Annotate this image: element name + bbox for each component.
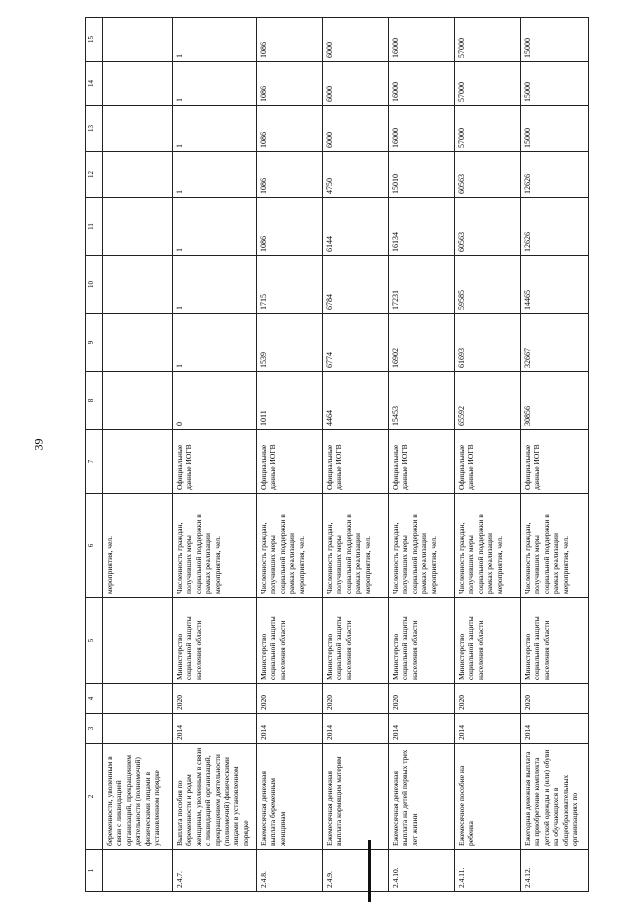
cell-col-5: Министерство социальной защиты населения области — [455, 598, 521, 684]
header-cell: 8 — [86, 372, 103, 430]
table-row — [257, 18, 323, 892]
header-cell: 5 — [86, 598, 103, 684]
cell-col-3: 2014 — [455, 714, 521, 744]
cell-col-9: 6774 — [323, 314, 389, 372]
cell-col-8: 0 — [173, 372, 257, 430]
cell-col-11: 6144 — [323, 198, 389, 256]
cell-col-11: 60563 — [455, 198, 521, 256]
cell-col-8: 4464 — [323, 372, 389, 430]
cell-col-10: 59585 — [455, 256, 521, 314]
cell-col-10: 1 — [173, 256, 257, 314]
indicators-table — [85, 17, 589, 892]
cell-col-4: 2020 — [455, 684, 521, 714]
cell-col-14: 15000 — [521, 62, 589, 106]
header-cell: 1 — [86, 850, 103, 892]
cell-col-11: 12626 — [521, 198, 589, 256]
table-row — [323, 18, 389, 892]
cell-col-6: Численность граждан, получивших меры социальной поддержки в рамках реализации мероприятия, чел. — [173, 494, 257, 598]
cell-col-5: Министерство социальной защиты населения области — [389, 598, 455, 684]
cell-col-9: 16902 — [389, 314, 455, 372]
cell-col-2: беременности, уволенным в связи с ликвидацией организаций, прекращением деятельности (полномочий) физическими лицами в установленном порядке — [103, 744, 173, 850]
cell-col-8: 65592 — [455, 372, 521, 430]
cell-col-12: 4750 — [323, 152, 389, 198]
cell-col-13: 1086 — [257, 106, 323, 152]
cell-col-10: 14465 — [521, 256, 589, 314]
header-cell: 4 — [86, 684, 103, 714]
cell-col-5: Министерство социальной защиты населения области — [323, 598, 389, 684]
cell-col-14: 57000 — [455, 62, 521, 106]
cell-col-6: Численность граждан, получивших меры социальной поддержки в рамках реализации мероприятия, чел. — [455, 494, 521, 598]
header-cell: 9 — [86, 314, 103, 372]
cell-col-1: 2.4.8. — [257, 850, 323, 892]
cell-col-1: 2.4.7. — [173, 850, 257, 892]
header-cell: 3 — [86, 714, 103, 744]
cell-col-2: Ежемесячная денежная выплата беременным женщинам — [257, 744, 323, 850]
cell-col-11: 1086 — [257, 198, 323, 256]
cell-col-3: 2014 — [257, 714, 323, 744]
cell-col-3: 2014 — [521, 714, 589, 744]
table-row — [521, 18, 589, 892]
header-cell: 15 — [86, 18, 103, 62]
cell-col-4: 2020 — [173, 684, 257, 714]
cell-col-5 — [103, 598, 173, 684]
cell-col-4: 2020 — [389, 684, 455, 714]
cell-col-6: Численность граждан, получивших меры социальной поддержки в рамках реализации мероприятия, чел. — [521, 494, 589, 598]
cell-col-1: 2.4.12. — [521, 850, 589, 892]
cell-col-14: 1 — [173, 62, 257, 106]
table-row — [389, 18, 455, 892]
cell-col-14 — [103, 62, 173, 106]
cell-col-12: 1086 — [257, 152, 323, 198]
cell-col-4: 2020 — [257, 684, 323, 714]
cell-col-9: 1539 — [257, 314, 323, 372]
cell-col-8: 1011 — [257, 372, 323, 430]
cell-col-9: 32667 — [521, 314, 589, 372]
cell-col-3 — [103, 714, 173, 744]
cell-col-2: Ежегодная денежная выплата на приобретение комплекта детской одежды и (или) обуви на обучающихся в общеобразовательных организациях по — [521, 744, 589, 850]
table-row — [103, 18, 173, 892]
cell-col-10: 1715 — [257, 256, 323, 314]
cell-col-4 — [103, 684, 173, 714]
cell-col-12: 12626 — [521, 152, 589, 198]
cell-col-13 — [103, 106, 173, 152]
cell-col-1 — [103, 850, 173, 892]
header-cell: 10 — [86, 256, 103, 314]
cell-col-10 — [103, 256, 173, 314]
table-rotated — [85, 18, 585, 892]
cell-col-11: 16134 — [389, 198, 455, 256]
cell-col-13: 15000 — [521, 106, 589, 152]
cell-col-10: 17231 — [389, 256, 455, 314]
cell-col-2: Выплата пособия по беременности и родам женщинам, уволенным в связи с ликвидацией организаций, прекращением деятельности (полномочий) физическими лицами в установленном порядке — [173, 744, 257, 850]
cell-col-7: Официальные данные ИОГВ — [173, 430, 257, 494]
cell-col-1: 2.4.11. — [455, 850, 521, 892]
cell-col-6: Численность граждан, получивших меры социальной поддержки в рамках реализации мероприятия, чел. — [389, 494, 455, 598]
cell-col-3: 2014 — [389, 714, 455, 744]
header-cell: 6 — [86, 494, 103, 598]
cell-col-1: 2.4.10. — [389, 850, 455, 892]
cell-col-15: 1 — [173, 18, 257, 62]
cell-col-4: 2020 — [323, 684, 389, 714]
cell-col-11: 1 — [173, 198, 257, 256]
cell-col-14: 16000 — [389, 62, 455, 106]
cell-col-15: 1086 — [257, 18, 323, 62]
cell-col-15: 15000 — [521, 18, 589, 62]
header-cell: 12 — [86, 152, 103, 198]
cell-col-6: Численность граждан, получивших меры социальной поддержки в рамках реализации мероприятия, чел. — [257, 494, 323, 598]
cell-col-7: Официальные данные ИОГВ — [389, 430, 455, 494]
cell-col-11 — [103, 198, 173, 256]
cell-col-8 — [103, 372, 173, 430]
header-cell: 14 — [86, 62, 103, 106]
cell-col-3: 2014 — [173, 714, 257, 744]
cell-col-12: 1 — [173, 152, 257, 198]
cell-col-4: 2020 — [521, 684, 589, 714]
cell-col-15: 16000 — [389, 18, 455, 62]
binding-mark — [368, 840, 371, 902]
cell-col-7: Официальные данные ИОГВ — [257, 430, 323, 494]
cell-col-7: Официальные данные ИОГВ — [521, 430, 589, 494]
cell-col-12 — [103, 152, 173, 198]
cell-col-6: мероприятия, чел. — [103, 494, 173, 598]
cell-col-9 — [103, 314, 173, 372]
header-cell: 7 — [86, 430, 103, 494]
header-cell: 13 — [86, 106, 103, 152]
cell-col-9: 1 — [173, 314, 257, 372]
cell-col-15 — [103, 18, 173, 62]
cell-col-1: 2.4.9. — [323, 850, 389, 892]
cell-col-13: 57000 — [455, 106, 521, 152]
cell-col-8: 30856 — [521, 372, 589, 430]
cell-col-10: 6784 — [323, 256, 389, 314]
cell-col-6: Численность граждан, получивших меры социальной поддержки в рамках реализации мероприятия, чел. — [323, 494, 389, 598]
table-row — [173, 18, 257, 892]
cell-col-3: 2014 — [323, 714, 389, 744]
cell-col-2: Ежемесячная денежная выплата кормящим матерям — [323, 744, 389, 850]
page-number: 39 — [31, 438, 46, 451]
cell-col-8: 15453 — [389, 372, 455, 430]
header-cell: 11 — [86, 198, 103, 256]
cell-col-13: 1 — [173, 106, 257, 152]
cell-col-12: 60563 — [455, 152, 521, 198]
table-row — [455, 18, 521, 892]
cell-col-14: 1086 — [257, 62, 323, 106]
cell-col-5: Министерство социальной защиты населения области — [521, 598, 589, 684]
cell-col-2: Ежемесячное пособие на ребенка — [455, 744, 521, 850]
cell-col-5: Министерство социальной защиты населения области — [173, 598, 257, 684]
cell-col-5: Министерство социальной защиты населения области — [257, 598, 323, 684]
cell-col-15: 57000 — [455, 18, 521, 62]
cell-col-2: Ежемесячная денежная выплата на детей первых трех лет жизни — [389, 744, 455, 850]
header-row — [86, 18, 103, 892]
cell-col-7: Официальные данные ИОГВ — [323, 430, 389, 494]
cell-col-7 — [103, 430, 173, 494]
cell-col-9: 61693 — [455, 314, 521, 372]
cell-col-13: 16000 — [389, 106, 455, 152]
cell-col-13: 6000 — [323, 106, 389, 152]
cell-col-7: Официальные данные ИОГВ — [455, 430, 521, 494]
header-cell: 2 — [86, 744, 103, 850]
cell-col-15: 6000 — [323, 18, 389, 62]
cell-col-12: 15010 — [389, 152, 455, 198]
cell-col-14: 6000 — [323, 62, 389, 106]
